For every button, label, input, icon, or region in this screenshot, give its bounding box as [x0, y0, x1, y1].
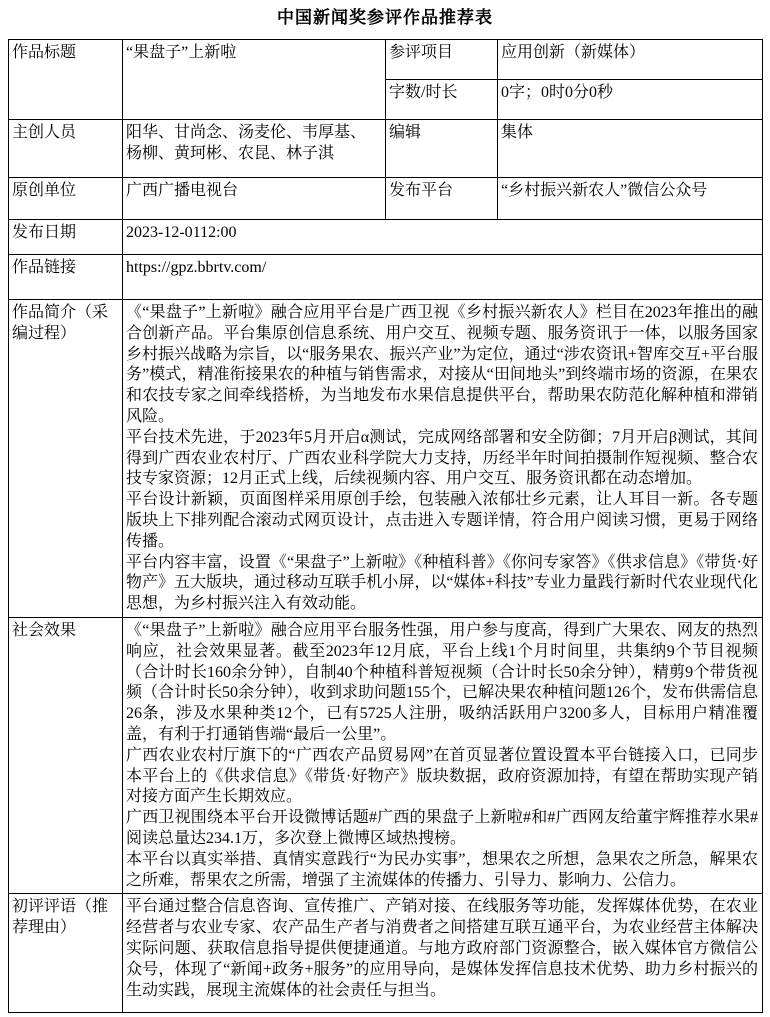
social-effect-paragraph: 广西卫视围绕本平台开设微博话题#广西的果盘子上新啦#和#广西网友给董宇辉推荐水果#阅读总量达234.1万，多次登上微博区域热搜榜。: [126, 809, 758, 847]
review-label: 初评评语（推荐理由）: [9, 894, 123, 1013]
review-paragraph: 平台通过整合信息咨询、宣传推广、产销对接、在线服务等功能，发挥媒体优势，在农业经营者与农业专家、农产品生产者与消费者之间搭建互联互通平台，为农业经营主体解决实际问题、获取信息指导提供便捷通道。与地方政府部门资源整合，嵌入媒体官方微信公众号，体现了“新闻+政务+服务”的应用导向，是媒体发挥信息技术优势、助力乡村振兴的生动实践，展现主流媒体的社会责任与担当。: [126, 898, 758, 999]
intro-paragraph: 平台内容丰富，设置《“果盘子”上新啦》《种植科普》《你问专家答》《供求信息》《带货·好物产》五大版块，通过移动互联手机小屏，以“媒体+科技”专业力量践行新时代农业现代化思想，为乡村振兴注入有效动能。: [126, 553, 758, 613]
table-row: [9, 300, 763, 618]
table-row: [9, 120, 763, 178]
work-title-value: “果盘子”上新啦: [123, 40, 386, 120]
publish-date-value: 2023-12-0112:00: [123, 220, 763, 255]
intro-label: 作品简介（采编过程）: [9, 300, 123, 618]
table-row: [9, 178, 763, 220]
platform-label: 发布平台: [386, 178, 498, 220]
original-unit-value: 广西广播电视台: [123, 178, 386, 220]
table-row: [9, 40, 763, 80]
duration-value: 0字；0时0分0秒: [498, 80, 763, 120]
table-row: [9, 255, 763, 300]
publish-date-label: 发布日期: [9, 220, 123, 255]
social-effect-label: 社会效果: [9, 617, 123, 893]
work-link-label: 作品链接: [9, 255, 123, 300]
page-title: 中国新闻奖参评作品推荐表: [277, 8, 493, 27]
social-effect-paragraph: 《“果盘子”上新啦》融合应用平台服务性强，用户参与度高，得到广大果农、网友的热烈响应，社会效果显著。截至2023年12月底，平台上线1个月时间里，共集纳9个节目视频（合计时长160余分钟），自制40个种植科普短视频（合计时长50余分钟），精剪9个带货视频（合计时长50余分钟），收到求助问题155个，已解决果农种植问题126个，发布供需信息26条，涉及水果种类12个，已有5725人注册，吸纳活跃用户3200多人，目标用户精准覆盖，有利于打通销售端“最后一公里”。: [126, 621, 759, 743]
table-row: [9, 220, 763, 255]
social-effect-paragraph: 广西农业农村厅旗下的“广西农产品贸易网”在首页显著位置设置本平台链接入口，已同步本平台上的《供求信息》《带货·好物产》版块数据，政府资源加持，有望在帮助实现产销对接方面产生长期效应。: [126, 746, 758, 806]
duration-label: 字数/时长: [386, 80, 498, 120]
social-effect-paragraph: 本平台以真实举措、真情实意践行“为民办实事”，想果农之所想，急果农之所急，解果农之所难，帮果农之所需，增强了主流媒体的传播力、引导力、影响力、公信力。: [126, 850, 758, 889]
creators-value: 阳华、甘尚念、汤麦伦、韦厚基、杨柳、黄珂彬、农昆、林子淇: [123, 120, 386, 178]
editor-label: 编辑: [386, 120, 498, 178]
review-content: [123, 894, 763, 1013]
work-link-value: https://gpz.bbrtv.com/: [123, 255, 763, 300]
social-effect-content: [123, 617, 763, 893]
creators-label: 主创人员: [9, 120, 123, 178]
table-row: [9, 617, 763, 893]
work-title-label: 作品标题: [9, 40, 123, 120]
editor-value: 集体: [498, 120, 763, 178]
original-unit-label: 原创单位: [9, 178, 123, 220]
table-row: [9, 894, 763, 1013]
entry-category-value: 应用创新（新媒体）: [498, 40, 763, 80]
platform-value: “乡村振兴新农人”微信公众号: [498, 178, 763, 220]
intro-paragraph: 《“果盘子”上新啦》融合应用平台是广西卫视《乡村振兴新农人》栏目在2023年推出的融合创新产品。平台集原创信息系统、用户交互、视频专题、服务资讯于一体，以服务国家乡村振兴战略为宗旨，以“服务果农、振兴产业”为定位，通过“涉农资讯+智库交互+平台服务”模式，精准衔接果农的种植与销售需求，对接从“田间地头”到终端市场的资源，在果农和农技专家之间牵线搭桥，为当地发布水果信息提供平台，帮助果农防范化解种植和滞销风险。: [126, 304, 758, 425]
intro-paragraph: 平台技术先进，于2023年5月开启α测试，完成网络部署和安全防御；7月开启β测试，其间得到广西农业农村厅、广西农业科学院大力支持，历经半年时间拍摄制作短视频、整合农技专家资源；12月正式上线，后续视频内容、用户交互、服务资讯都在动态增加。: [126, 428, 758, 488]
intro-paragraph: 平台设计新颖，页面图样采用原创手绘，包装融入浓郁壮乡元素，让人耳目一新。各专题版块上下排列配合滚动式网页设计，点击进入专题详情，符合用户阅读习惯，更易于网络传播。: [126, 491, 758, 550]
entry-category-label: 参评项目: [386, 40, 498, 80]
recommendation-table: [8, 39, 763, 1013]
intro-content: [123, 300, 763, 618]
